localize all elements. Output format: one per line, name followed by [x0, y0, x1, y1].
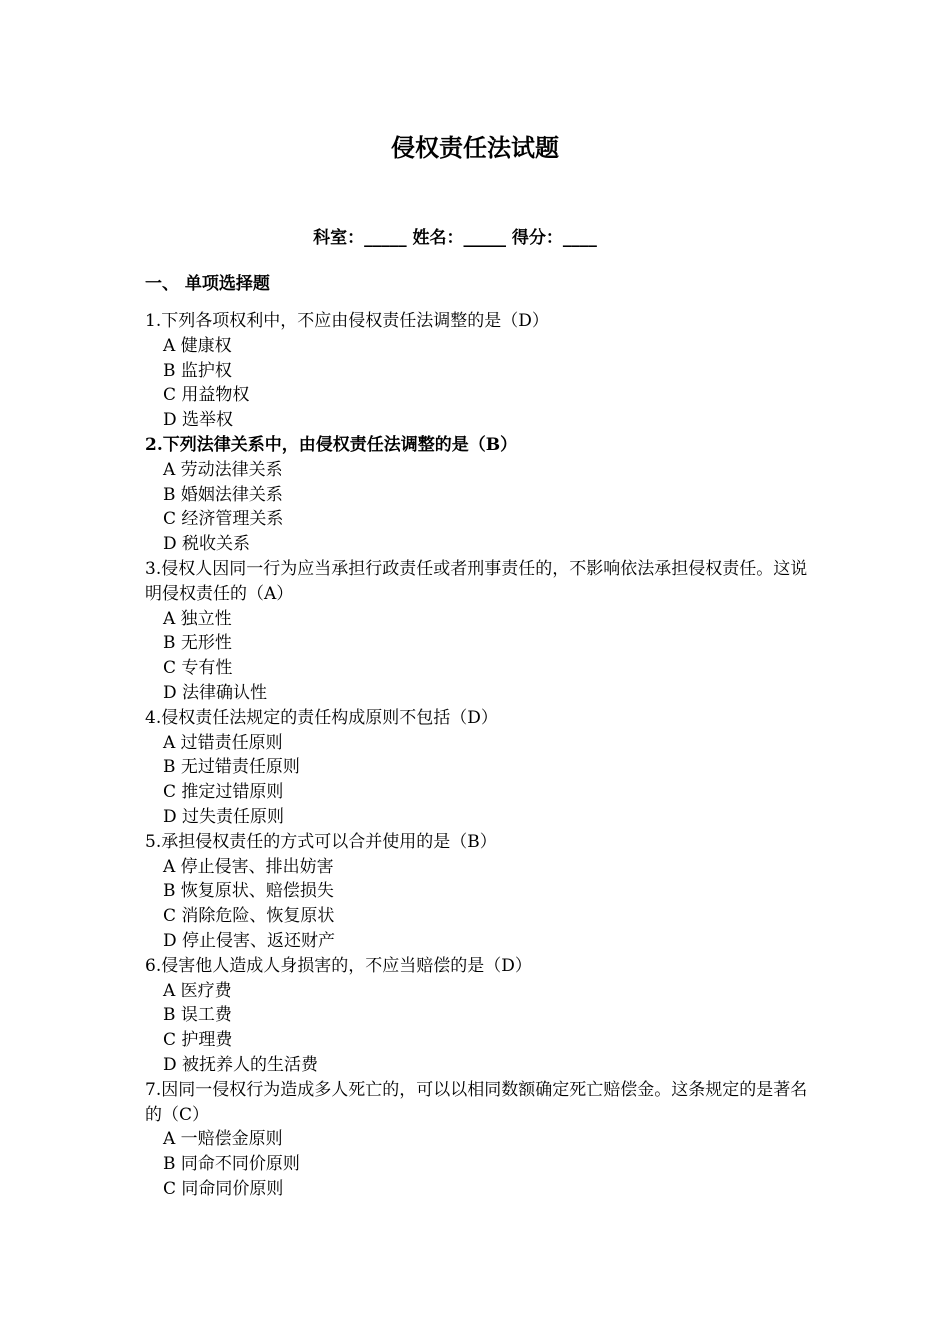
question-text: 4.侵权责任法规定的责任构成原则不包括（D）: [145, 707, 498, 728]
answer-option: B 无过错责任原则: [163, 757, 300, 778]
answer-option: B 无形性: [163, 633, 232, 654]
question-text: 7.因同一侵权行为造成多人死亡的，可以以相同数额确定死亡赔偿金。这条规定的是著名的（C）: [145, 1079, 808, 1125]
answer-option: C 用益物权: [163, 385, 250, 406]
answer-option: C 经济管理关系: [163, 509, 284, 530]
info-line: 科室：_____ 姓名：_____ 得分：____: [313, 228, 597, 248]
question-block: [145, 557, 813, 706]
question-block: [145, 309, 813, 433]
answer-option: C 同命同价原则: [163, 1178, 284, 1199]
answer-option: B 监护权: [163, 360, 232, 381]
answer-option: D 选举权: [163, 410, 234, 431]
question-list: [145, 309, 813, 1202]
question-block: [145, 830, 813, 954]
answer-option: C 消除危险、恢复原状: [163, 906, 335, 927]
question-block: [145, 954, 813, 1078]
question-text: 3.侵权人因同一行为应当承担行政责任或者刑事责任的，不影响依法承担侵权责任。这说明侵权责任的（A）: [145, 558, 808, 604]
answer-option: A 独立性: [163, 608, 232, 629]
question-block: [145, 706, 813, 830]
question-text: 2.下列法律关系中，由侵权责任法调整的是（B）: [145, 434, 518, 455]
answer-option: B 婚姻法律关系: [163, 484, 283, 505]
section-heading: 一、 单项选择题: [145, 274, 270, 294]
answer-option: B 恢复原状、赔偿损失: [163, 881, 334, 902]
question-block: [145, 1078, 813, 1202]
answer-option: A 劳动法律关系: [163, 459, 283, 480]
answer-option: B 误工费: [163, 1005, 232, 1026]
question-text: 1.下列各项权利中，不应由侵权责任法调整的是（D）: [145, 311, 549, 331]
document-title: 侵权责任法试题: [391, 134, 559, 162]
question-text: 5.承担侵权责任的方式可以合并使用的是（B）: [145, 831, 497, 852]
answer-option: D 过失责任原则: [163, 806, 285, 827]
answer-option: A 停止侵害、排出妨害: [163, 856, 334, 877]
answer-option: C 专有性: [163, 658, 233, 679]
answer-option: D 税收关系: [163, 534, 251, 555]
answer-option: B 同命不同价原则: [163, 1154, 300, 1175]
answer-option: D 停止侵害、返还财产: [163, 930, 336, 951]
answer-option: C 护理费: [163, 1030, 233, 1051]
answer-option: A 过错责任原则: [163, 732, 283, 753]
answer-option: D 被抚养人的生活费: [163, 1054, 319, 1075]
question-block: [145, 433, 813, 557]
answer-option: D 法律确认性: [163, 682, 268, 703]
answer-option: C 推定过错原则: [163, 782, 284, 803]
question-text: 6.侵害他人造成人身损害的，不应当赔偿的是（D）: [145, 955, 532, 976]
answer-option: A 健康权: [163, 335, 232, 356]
answer-option: A 一赔偿金原则: [163, 1129, 283, 1150]
answer-option: A 医疗费: [163, 980, 232, 1001]
